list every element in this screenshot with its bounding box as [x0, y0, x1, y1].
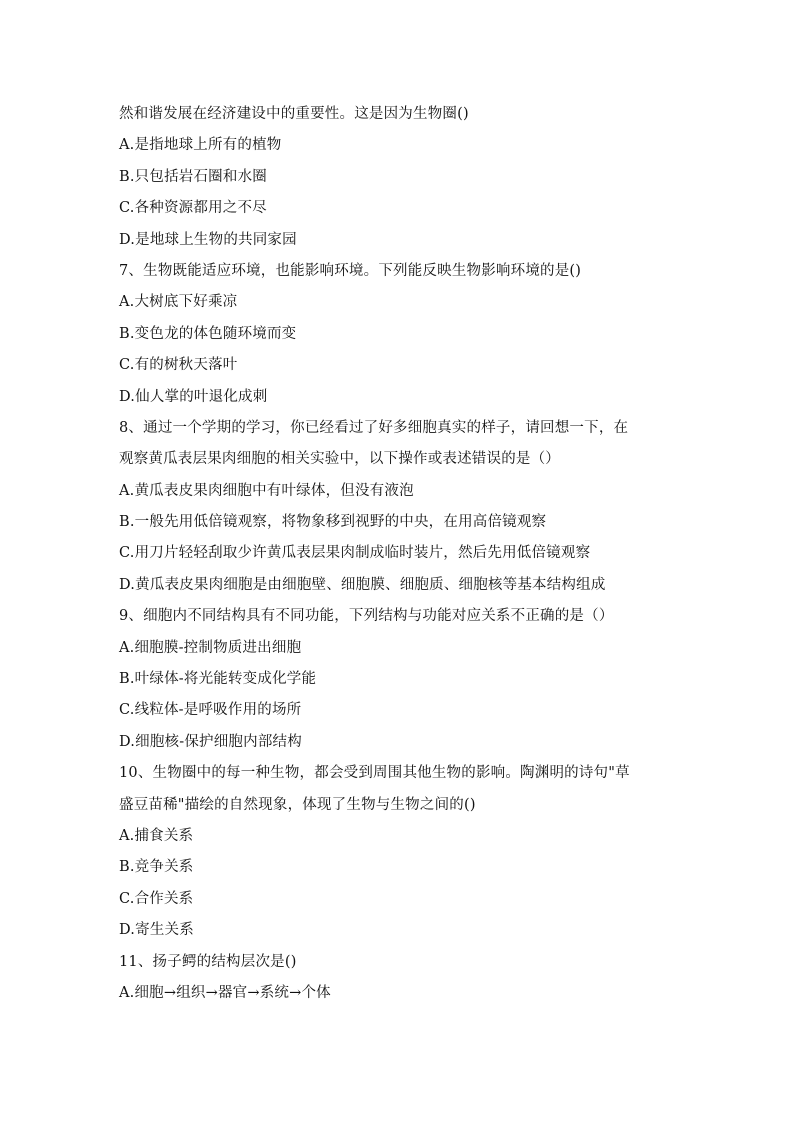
question-9-option-c: C.线粒体-是呼吸作用的场所 — [119, 702, 302, 719]
question-9-option-b: B.叶绿体-将光能转变成化学能 — [119, 671, 317, 688]
question-7-option-b: B.变色龙的体色随环境而变 — [119, 325, 297, 342]
document-page — [119, 99, 679, 1009]
question-10-option-c: C.合作关系 — [119, 890, 194, 907]
question-8-option-c: C.用刀片轻轻刮取少许黄瓜表层果肉制成临时装片，然后先用低倍镜观察 — [119, 545, 591, 562]
question-6-option-c: C.各种资源都用之不尽 — [119, 200, 267, 217]
question-7-stem: 7、生物既能适应环境，也能影响环境。下列能反映生物影响环境的是() — [119, 262, 582, 279]
question-6-option-b: B.只包括岩石圈和水圈 — [119, 168, 267, 185]
question-9-option-a: A.细胞膜-控制物质进出细胞 — [119, 639, 302, 656]
question-7-option-c: C.有的树秋天落叶 — [119, 357, 238, 374]
question-6-option-d: D.是地球上生物的共同家园 — [119, 231, 297, 248]
question-8-stem-line-1: 8、通过一个学期的学习，你已经看过了好多细胞真实的样子，请回想一下，在 — [119, 419, 629, 436]
question-11-option-a: A.细胞→组织→器官→系统→个体 — [119, 984, 331, 1001]
question-10-option-a: A.捕食关系 — [119, 827, 194, 844]
question-6-stem-continued: 然和谐发展在经济建设中的重要性。这是因为生物圈() — [119, 106, 469, 122]
question-8-option-b: B.一般先用低倍镜观察，将物象移到视野的中央，在用高倍镜观察 — [119, 514, 547, 531]
question-10-stem-line-1: 10、生物圈中的每一种生物，都会受到周围其他生物的影响。陶渊明的诗句"草 — [119, 765, 630, 782]
question-8-option-d: D.黄瓜表皮果肉细胞是由细胞壁、细胞膜、细胞质、细胞核等基本结构组成 — [119, 576, 606, 593]
question-10-option-b: B.竞争关系 — [119, 859, 194, 876]
question-7-option-a: A.大树底下好乘凉 — [119, 294, 238, 311]
question-9-option-d: D.细胞核-保护细胞内部结构 — [119, 733, 302, 750]
question-8-stem-line-2: 观察黄瓜表层果肉细胞的相关实验中，以下操作或表述错误的是（） — [119, 451, 560, 468]
question-8-option-a: A.黄瓜表皮果肉细胞中有叶绿体，但没有液泡 — [119, 482, 414, 499]
question-11-stem: 11、扬子鳄的结构层次是() — [119, 953, 297, 970]
question-6-option-a: A.是指地球上所有的植物 — [119, 137, 282, 154]
question-10-stem-line-2: 盛豆苗稀"描绘的自然现象，体现了生物与生物之间的() — [119, 796, 476, 813]
question-9-stem: 9、细胞内不同结构具有不同功能，下列结构与功能对应关系不正确的是（） — [119, 608, 614, 625]
question-10-option-d: D.寄生关系 — [119, 922, 194, 939]
question-7-option-d: D.仙人掌的叶退化成刺 — [119, 388, 268, 405]
